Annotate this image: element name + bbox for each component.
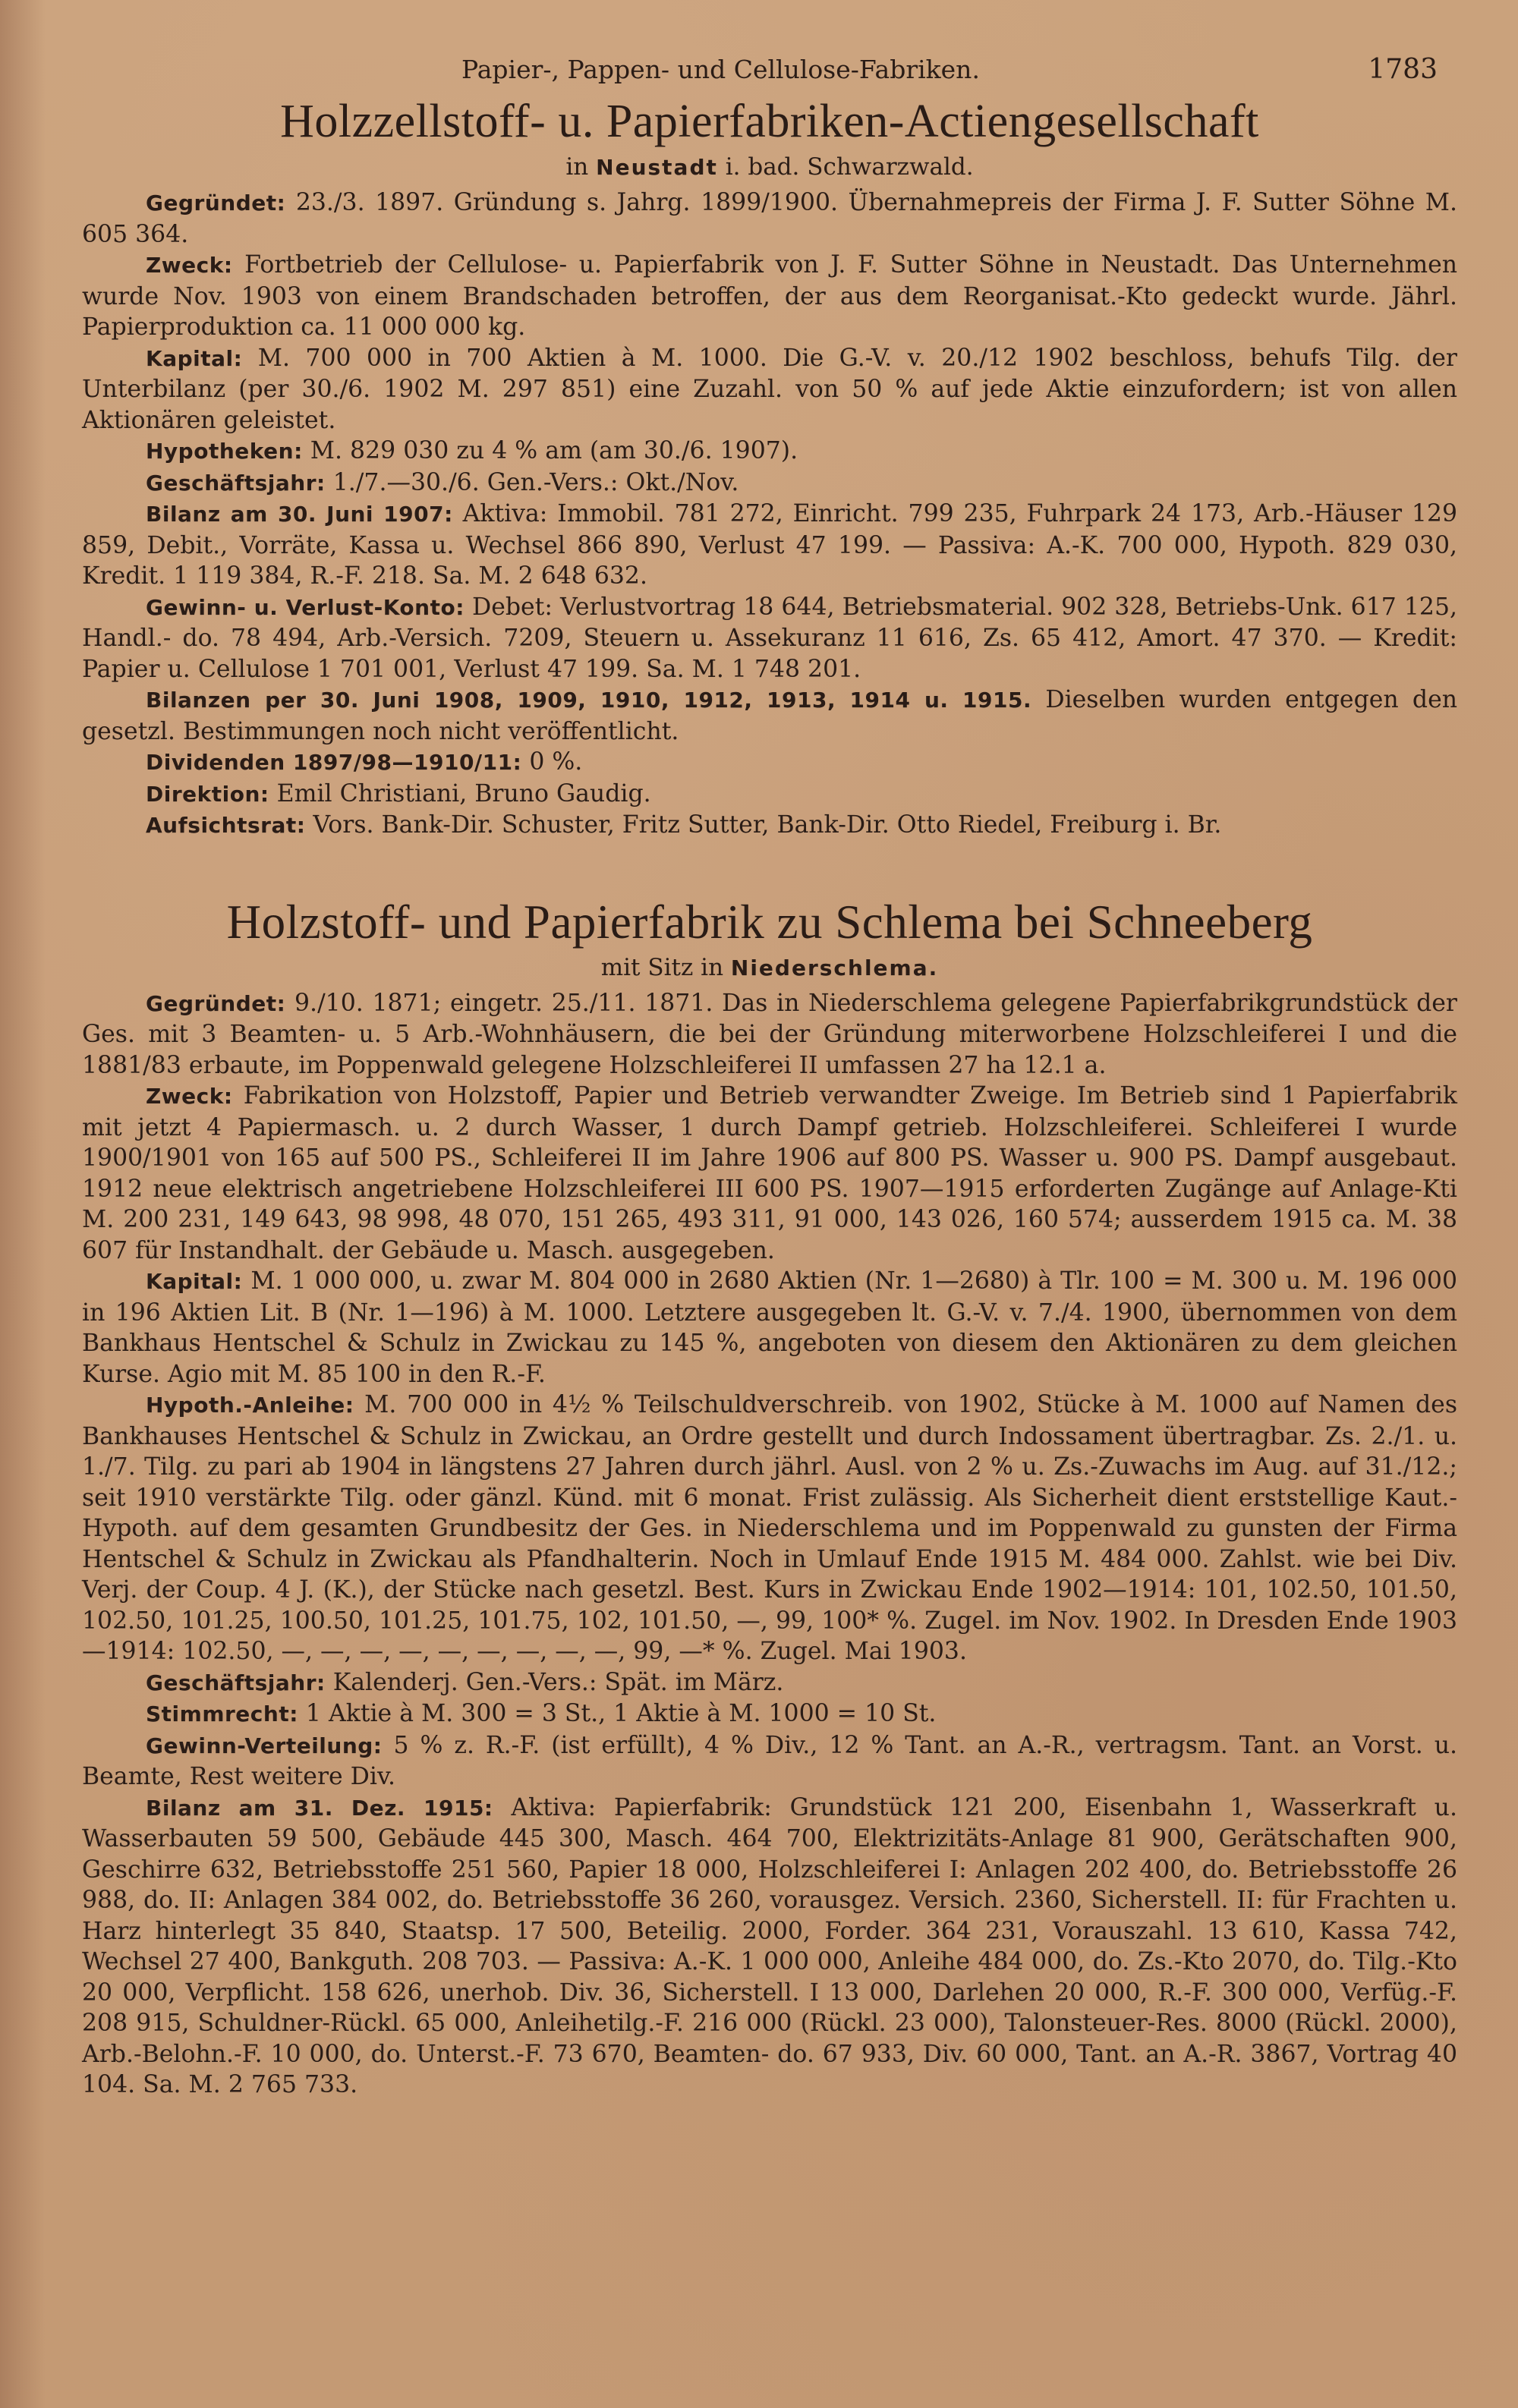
field-label: Hypoth.-Anleihe: bbox=[146, 1393, 354, 1418]
field-label: Dividenden 1897/98—1910/11: bbox=[146, 750, 522, 775]
field-text: Fabrikation von Holzstoff, Papier und Betrieb verwandter Zweige. Im Betrieb sind 1 Papierfabrik mit jetzt 4 Papiermasch. u. 2 durch Wasser, 1 durch Dampf getrieb. Holzschleiferei. Schleiferei I wurde 1900/1901 von 165 auf 500 PS., Schleiferei II im Jahre 1906 auf 800 PS. Wasser u. 900 PS. Dampf ausgebaut. 1912 neue elektrisch angetriebene Holzschleiferei III 600 PS. 1907—1915 erforderten Zugänge auf Anlage-Kti M. 200 231, 149 643, 98 998, 48 070, 151 265, 493 311, 91 000, 143 026, 160 574; ausserdem 1915 ca. M. 38 607 für Instandhalt. der Gebäude u. Masch. ausgegeben. bbox=[82, 1082, 1457, 1264]
field-label: Kapital: bbox=[146, 345, 243, 371]
field-text: M. 700 000 in 4½ % Teilschuldverschreib. von 1902, Stücke à M. 1000 auf Namen des Bankhauses Hentschel & Schulz in Zwickau, an Ordre gestellt und durch Indossament übertragbar. Zs. 2./1. u. 1./7. Tilg. zu pari ab 1904 in längstens 27 Jahren durch jährl. Ausl. von 2 % u. Zs.-Zuwachs im Aug. auf 31./12.; seit 1910 verstärkte Tilg. oder gänzl. Künd. mit 6 monat. Frist zulässig. Als Sicherheit dient erststellige Kaut.-Hypoth. auf dem gesamten Grundbesitz der Ges. in Niederschlema und im Poppenwald zu gunsten der Firma Hentschel & Schulz in Zwickau als Pfandhalterin. Noch in Umlauf Ende 1915 M. 484 000. Zahlst. wie bei Div. Verj. der Coup. 4 J. (K.), der Stücke nach gesetzl. Best. Kurs in Zwickau Ende 1902—1914: 101, 102.50, 101.50, 102.50, 101.25, 100.50, 101.25, 101.75, 102, 101.50, —, 99, 100* %. Zugel. im Nov. 1902. In Dresden Ende 1903—1914: 102.50, —, —, —, —, —, —, —, —, —, 99, —* %. Zugel. Mai 1903. bbox=[82, 1391, 1457, 1665]
field-label: Bilanz am 30. Juni 1907: bbox=[146, 502, 453, 527]
field-text: M. 1 000 000, u. zwar M. 804 000 in 2680 Aktien (Nr. 1—2680) à Tlr. 100 = M. 300 u. M. 196 000 in 196 Aktien Lit. B (Nr. 1—196) à M. 1000. Letztere ausgegeben lt. G.-V. v. 7./4. 1900, übernommen von dem Bankhaus Hentschel & Schulz in Zwickau zu 145 %, angeboten von diesem den Aktionären zu dem gleichen Kurse. Agio mit M. 85 100 in den R.-F. bbox=[82, 1267, 1457, 1388]
location-place: Niederschlema. bbox=[730, 955, 939, 981]
field-text: 9./10. 1871; eingetr. 25./11. 1871. Das in Niederschlema gelegene Papierfabrikgrundstück der Ges. mit 3 Beamten- u. 5 Arb.-Wohnhäusern, die bei der Gründung miterworbene Holzschleiferei I und die 1881/83 erbaute, im Poppenwald gelegene Holzschleiferei II umfassen 27 ha 12.1 a. bbox=[82, 989, 1457, 1079]
field-text: Kalenderj. Gen.-Vers.: Spät. im März. bbox=[325, 1668, 784, 1696]
field-text: Debet: Verlustvortrag 18 644, Betriebsmaterial. 902 328, Betriebs-Unk. 617 125, Handl.- do. 78 494, Arb.-Versich. 7209, Steuern u. Assekuranz 11 616, Zs. 65 412, Amort. 47 370. — Kredit: Papier u. Cellulose 1 701 001, Verlust 47 199. Sa. M. 1 748 201. bbox=[82, 593, 1457, 683]
field-text: 23./3. 1897. Gründung s. Jahrg. 1899/1900. Übernahmepreis der Firma J. F. Sutter Söhne M. 605 364. bbox=[82, 189, 1457, 248]
entry-paragraph bbox=[82, 747, 1457, 779]
company-location bbox=[82, 150, 1457, 184]
field-text: Fortbetrieb der Cellulose- u. Papierfabrik von J. F. Sutter Söhne in Neustadt. Das Unternehmen wurde Nov. 1903 von einem Brandschaden betroffen, der aus dem Reorganisat.-Kto gedeckt wurde. Jährl. Papierproduktion ca. 11 000 000 kg. bbox=[82, 251, 1457, 341]
location-prefix: in bbox=[565, 153, 589, 181]
entry-paragraph bbox=[82, 1698, 1457, 1730]
entry-paragraph bbox=[82, 1081, 1457, 1266]
field-label: Direktion: bbox=[146, 781, 269, 807]
entry-paragraph bbox=[82, 187, 1457, 250]
entry-paragraph bbox=[82, 467, 1457, 499]
location-suffix: i. bad. Schwarzwald. bbox=[725, 153, 974, 181]
entry-paragraph bbox=[82, 988, 1457, 1081]
field-text: 0 %. bbox=[521, 748, 583, 776]
location-prefix: mit Sitz in bbox=[600, 953, 724, 981]
section-title: Papier-, Pappen- und Cellulose-Fabriken. bbox=[461, 55, 980, 84]
field-label: Gegründet: bbox=[146, 990, 286, 1016]
entry-paragraph bbox=[82, 1390, 1457, 1667]
field-label: Geschäftsjahr: bbox=[146, 1670, 326, 1695]
field-label: Bilanz am 31. Dez. 1915: bbox=[146, 1795, 493, 1821]
entry-paragraph bbox=[82, 1667, 1457, 1699]
entry-paragraph bbox=[82, 592, 1457, 685]
running-header bbox=[82, 47, 1457, 93]
field-label: Gegründet: bbox=[146, 190, 286, 216]
field-label: Gewinn- u. Verlust-Konto: bbox=[146, 594, 465, 620]
field-label: Bilanzen per 30. Juni 1908, 1909, 1910, 1912, 1913, 1914 u. 1915. bbox=[146, 688, 1032, 713]
field-text: Aktiva: Immobil. 781 272, Einricht. 799 235, Fuhrpark 24 173, Arb.-Häuser 129 859, Debit., Vorräte, Kassa u. Wechsel 866 890, Verlust 47 199. — Passiva: A.-K. 700 000, Hypoth. 829 030, Kredit. 1 119 384, R.-F. 218. Sa. M. 2 648 632. bbox=[82, 500, 1457, 590]
field-label: Zweck: bbox=[146, 1084, 233, 1109]
entry-paragraph bbox=[82, 343, 1457, 436]
entry-paragraph bbox=[82, 1793, 1457, 2101]
entry-paragraph bbox=[82, 499, 1457, 592]
location-place: Neustadt bbox=[596, 155, 718, 180]
entry-paragraph bbox=[82, 1730, 1457, 1793]
company-title: Holzzellstoff- u. Papierfabriken-Actiengesellschaft bbox=[280, 96, 1259, 147]
entry-paragraph bbox=[82, 436, 1457, 467]
field-text: 5 % z. R.-F. (ist erfüllt), 4 % Div., 12 % Tant. an A.-R., vertragsm. Tant. an Vorst. u. Beamte, Rest weitere Div. bbox=[82, 1731, 1457, 1790]
field-label: Aufsichtsrat: bbox=[146, 813, 306, 838]
field-label: Gewinn-Verteilung: bbox=[146, 1733, 383, 1758]
entry-paragraph bbox=[82, 810, 1457, 842]
company-location bbox=[82, 951, 1457, 985]
entry-paragraph bbox=[82, 1266, 1457, 1390]
field-label: Geschäftsjahr: bbox=[146, 470, 326, 496]
entry-paragraph bbox=[82, 779, 1457, 811]
field-text: 1./7.—30./6. Gen.-Vers.: Okt./Nov. bbox=[325, 468, 739, 496]
company-title: Holzstoff- und Papierfabrik zu Schlema bei Schneeberg bbox=[226, 895, 1313, 949]
field-text: Emil Christiani, Bruno Gaudig. bbox=[269, 779, 651, 807]
field-label: Hypotheken: bbox=[146, 439, 303, 464]
field-text: 1 Aktie à M. 300 = 3 St., 1 Aktie à M. 1000 = 10 St. bbox=[298, 1700, 937, 1727]
entry-paragraph bbox=[82, 250, 1457, 343]
field-label: Kapital: bbox=[146, 1269, 243, 1294]
field-label: Zweck: bbox=[146, 253, 233, 278]
field-text: M. 829 030 zu 4 % am (am 30./6. 1907). bbox=[302, 437, 798, 464]
entry-paragraph bbox=[82, 685, 1457, 747]
field-text: Aktiva: Papierfabrik: Grundstück 121 200, Eisenbahn 1, Wasserkraft u. Wasserbauten 59 500, Gebäude 445 300, Masch. 464 700, Elektrizitäts-Anlage 81 900, Gerätschaften 900, Geschirre 632, Betriebsstoffe 251 560, Papier 18 000, Holzschleiferei I: Anlagen 202 400, do. Betriebsstoffe 26 988, do. II: Anlagen 384 002, do. Betriebsstoffe 36 260, vorausgez. Versich. 2360, Sicherstell. II: für Frachten u. Harz hinterlegt 35 840, Staatsp. 17 500, Beteilig. 2000, Forder. 364 231, Vorauszahl. 13 610, Kassa 742, Wechsel 27 400, Bankguth. 208 703. — Passiva: A.-K. 1 000 000, Anleihe 484 000, do. Zs.-Kto 2070, do. Tilg.-Kto 20 000, Verpflicht. 158 626, unerhob. Div. 36, Sicherstell. I 13 000, Darlehen 20 000, R.-F. 300 000, Verfüg.-F. 208 915, Schuldner-Rückl. 65 000, Anleihetilg.-F. 216 000 (Rückl. 23 000), Talonsteuer-Res. 8000 (Rückl. 2000), Arb.-Belohn.-F. 10 000, do. Unterst.-F. 73 670, Beamten- do. 67 933, Div. 60 000, Tant. an A.-R. 3867, Vortrag 40 104. Sa. M. 2 765 733. bbox=[82, 1793, 1457, 2098]
field-text: Dieselben wurden entgegen den gesetzl. Bestimmungen noch nicht veröffentlicht. bbox=[82, 686, 1457, 745]
page-number: 1783 bbox=[1368, 54, 1438, 85]
field-label: Stimmrecht: bbox=[146, 1701, 298, 1727]
field-text: Vors. Bank-Dir. Schuster, Fritz Sutter, Bank-Dir. Otto Riedel, Freiburg i. Br. bbox=[305, 811, 1222, 839]
entry-separator bbox=[82, 842, 1457, 887]
field-text: M. 700 000 in 700 Aktien à M. 1000. Die G.-V. v. 20./12 1902 beschloss, behufs Tilg. der Unterbilanz (per 30./6. 1902 M. 297 851) eine Zuzahl. von 50 % auf jede Aktie einzufordern; ist von allen Aktionären geleistet. bbox=[82, 344, 1457, 434]
